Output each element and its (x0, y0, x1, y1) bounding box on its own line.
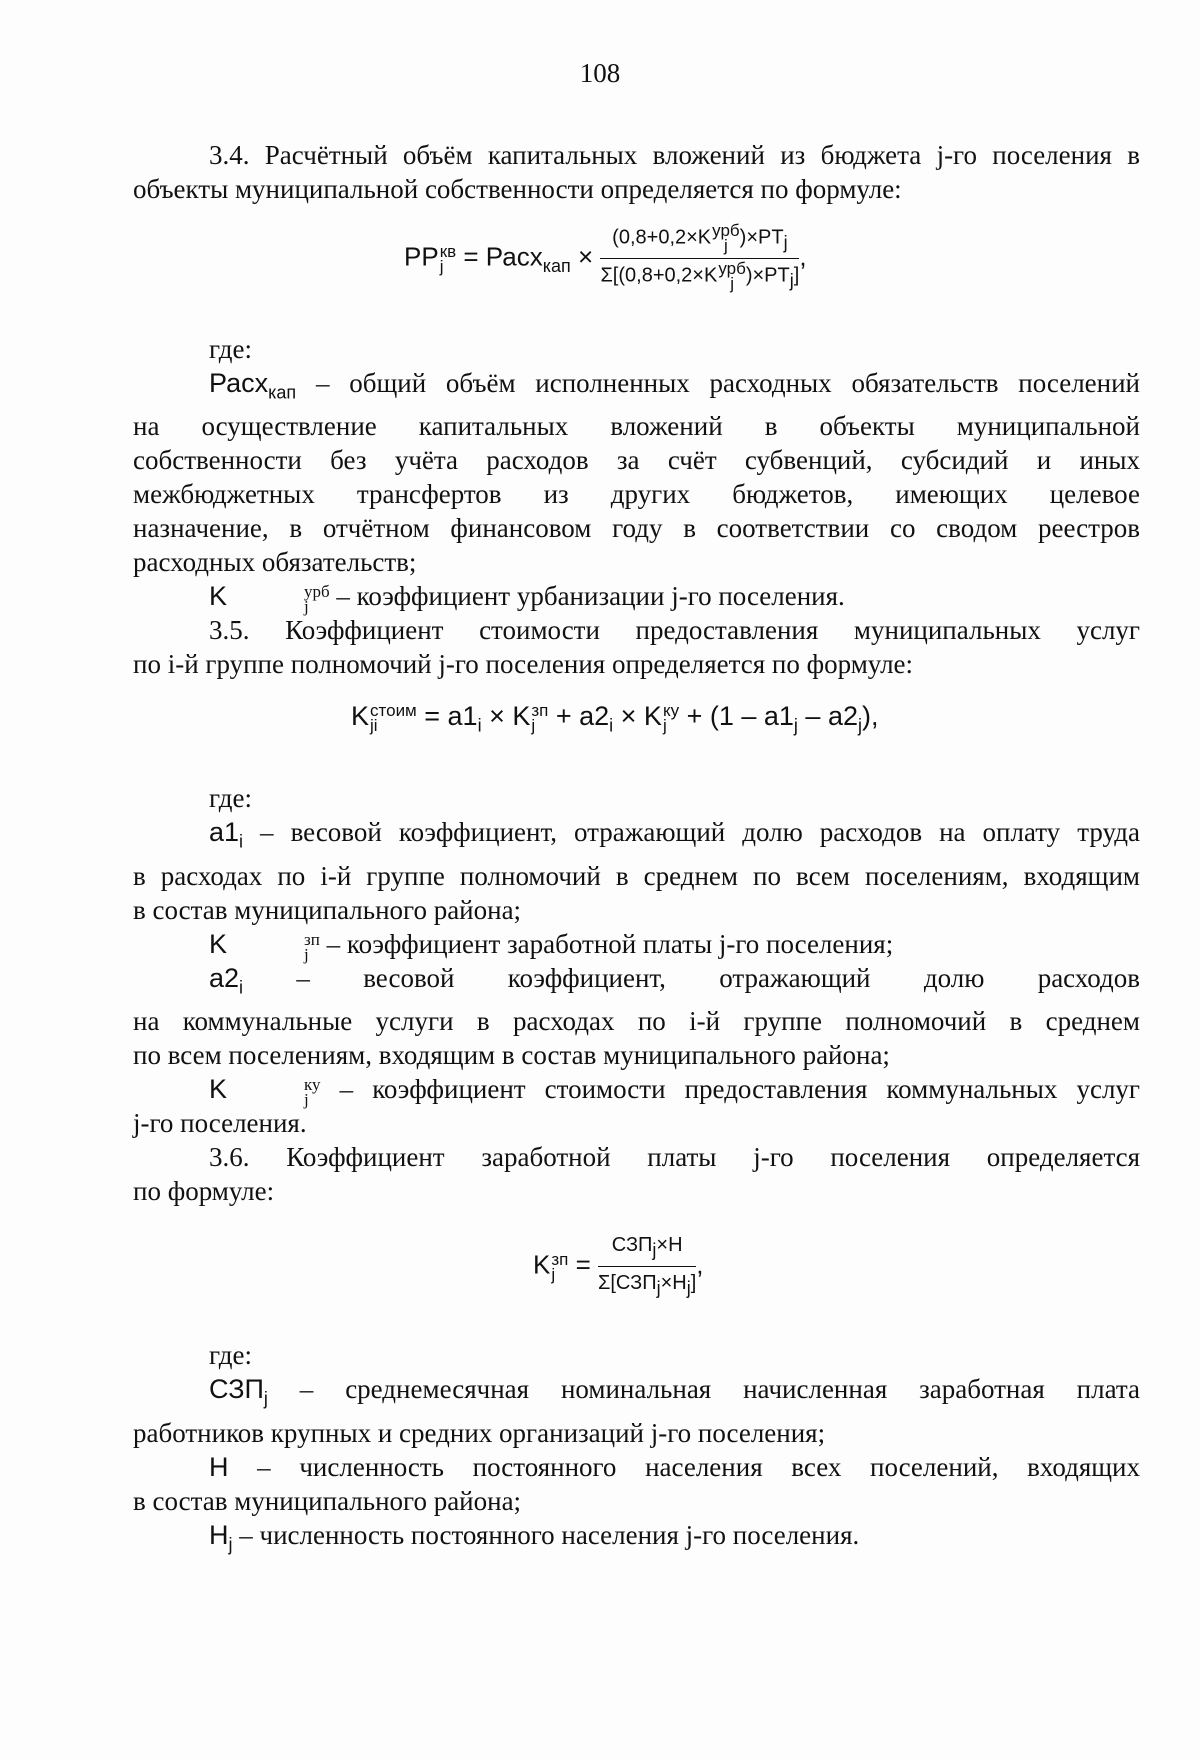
fraction-3-numerator: $СЗП_j\times H$ (598, 1232, 696, 1267)
fraction-1-denominator: Σ[(0,8+0,2×K урб j )$\times PT_j$] (600, 259, 800, 294)
paragraph-3-6-line2: по формуле: (133, 1176, 275, 1207)
definition-a1: $a1_i$ – весовой коэффициент, отражающий долю расходов на оплату труда (209, 817, 1140, 852)
definition-k-zp: K зп j – коэффициент заработной платы j-го поселения; (209, 928, 894, 964)
definition-rasx-kap-line4: межбюджетных трансфертов из других бюджетов, имеющих целевое (133, 479, 1140, 510)
definition-szp: $СЗП_j$ – среднемесячная номинальная начисленная заработная плата (209, 1374, 1140, 1409)
formula-pp-kv: PP кв j = Расх$_{кап}$ × (0,8+0,2×K урб j )$\times PT_j$ Σ[(0,8+0,2×K урб j )$\times PT_j$] , (404, 221, 807, 294)
definition-k-ku-line2: j-го поселения. (133, 1108, 307, 1139)
definition-a2-line3: по всем поселениям, входящим в состав муниципального района; (133, 1040, 890, 1071)
definition-k-ku: K ку j – коэффициент стоимости предоставления коммунальных услуг (209, 1074, 1140, 1109)
where-label-2: где: (209, 783, 252, 814)
fraction-1-numerator: (0,8+0,2×K урб j )$\times PT_j$ (600, 224, 799, 259)
definition-a2-line2: на коммунальные услуги в расходах по i-й группе полномочий в среднем (133, 1006, 1140, 1037)
definition-h: H – численность постоянного населения всех поселений, входящих (209, 1451, 1140, 1482)
where-label-1: где: (209, 334, 252, 364)
definition-rasx-kap-line2: на осуществление капитальных вложений в объекты муниципальной (133, 411, 1140, 442)
definition-a1-line2: в расходах по i-й группе полномочий в среднем по всем поселениям, входящим (133, 860, 1140, 891)
paragraph-3-5: 3.5. Коэффициент стоимости предоставления муниципальных услуг (209, 615, 1140, 646)
formula-k-stoim: K стоим ji = $a1_i \times K$ зп j + $a2_i \times K$ ку j + $(1 - a1_j - a2_j)$, (351, 701, 879, 736)
definition-rasx-kap-line6: расходных обязательств; (133, 547, 417, 578)
definition-rasx-kap-line5: назначение, в отчётном финансовом году в соответствии со сводом реестров (133, 513, 1140, 544)
definition-rasx-kap: Расх$_{кап}$ – общий объём исполненных расходных обязательств поселений (209, 368, 1140, 403)
definition-szp-line2: работников крупных и средних организаций j-го поселения; (133, 1417, 826, 1448)
fraction-1 (600, 221, 800, 294)
formula-k-zp: K зп j = $\frac{СЗП_j\times H}{\Sigma[СЗП_j\times H_j]}$ , (533, 1232, 1140, 1316)
paragraph-3-5-line2: по i-й группе полномочий j-го поселения определяется по формуле: (133, 649, 914, 680)
definition-hj: $H_j$ – численность постоянного населения j-го поселения. (209, 1519, 860, 1554)
fraction-3 (598, 1232, 696, 1301)
definition-a1-line3: в состав муниципального района; (133, 894, 522, 925)
document-body (133, 138, 1140, 1561)
fraction-3-denominator: $\Sigma[СЗП_j\times H_j]$ (598, 1272, 697, 1299)
paragraph-3-6: 3.6. Коэффициент заработной платы j-го поселения определяется (209, 1142, 1140, 1173)
definition-h-line2: в состав муниципального района; (133, 1485, 522, 1516)
page-number: 108 (579, 58, 621, 88)
definition-a2: $a2_i$ – весовой коэффициент, отражающий долю расходов (209, 962, 1140, 998)
where-label-3: где: (209, 1340, 252, 1371)
definition-rasx-kap-line3: собственности без учёта расходов за счёт субвенций, субсидий и иных (133, 445, 1140, 476)
paragraph-3-4: 3.4. Расчётный объём капитальных вложений из бюджета j-го поселения в объекты муниципальной собственности определяется по формуле: (133, 140, 1140, 204)
definition-k-urb: K урб j – коэффициент урбанизации j-го поселения. (209, 581, 845, 617)
